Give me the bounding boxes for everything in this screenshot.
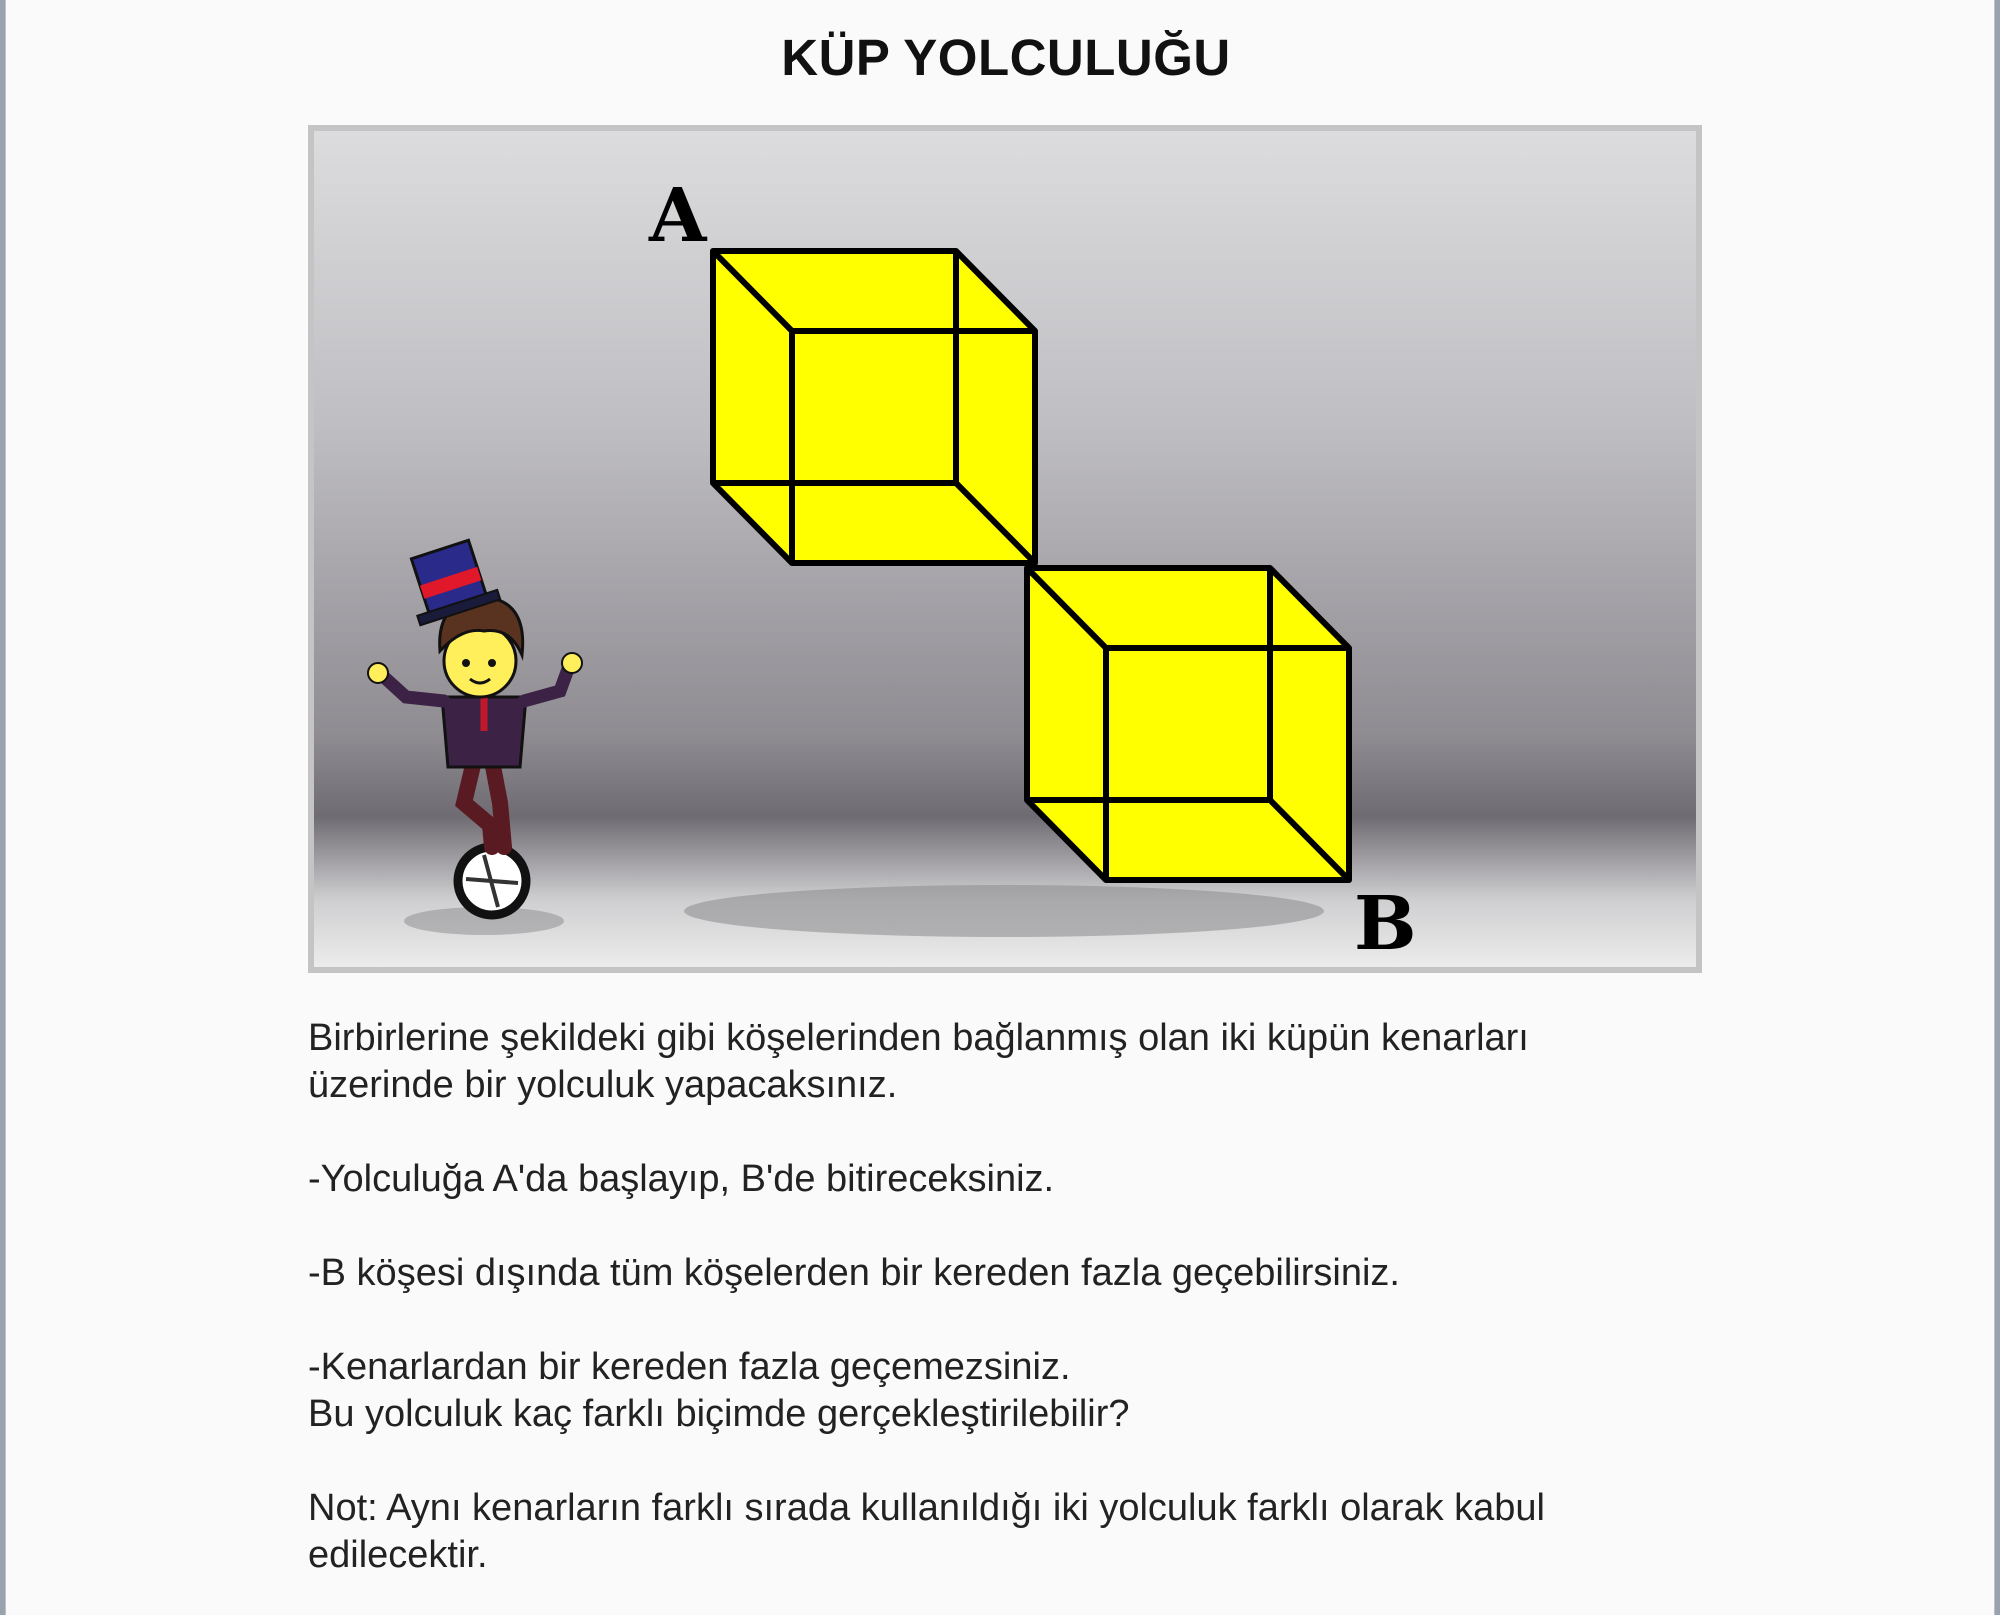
- intro-line-2: üzerinde bir yolculuk yapacaksınız.: [308, 1064, 898, 1106]
- cube-illustration: [314, 131, 1696, 967]
- bottom-cube: [1027, 568, 1349, 880]
- cube-puzzle-figure: [308, 125, 1702, 973]
- vertex-label-a: A: [649, 173, 707, 259]
- note-line-2: edilecektir.: [308, 1534, 488, 1576]
- unicyclist-character: [368, 537, 582, 915]
- rule-2: -B köşesi dışında tüm köşelerden bir kereden fazla geçebilirsiniz.: [308, 1252, 1400, 1294]
- page-title: KÜP YOLCULUĞU: [781, 29, 1231, 86]
- question: Bu yolculuk kaç farklı biçimde gerçekleştirilebilir?: [308, 1393, 1130, 1435]
- document-page: [5, 0, 1995, 1615]
- note-line-1: Not: Aynı kenarların farklı sırada kullanıldığı iki yolculuk farklı olarak kabul: [308, 1487, 1545, 1529]
- cube-shadow: [684, 885, 1324, 937]
- top-cube: [713, 251, 1035, 563]
- vertex-label-b: B: [1354, 881, 1417, 967]
- puzzle-description: [308, 1015, 1728, 1579]
- rule-3: -Kenarlardan bir kereden fazla geçemezsiniz.: [308, 1346, 1071, 1388]
- rule-1: -Yolculuğa A'da başlayıp, B'de bitireceksiniz.: [308, 1158, 1055, 1200]
- intro-line-1: Birbirlerine şekildeki gibi köşelerinden bağlanmış olan iki küpün kenarları: [308, 1017, 1529, 1059]
